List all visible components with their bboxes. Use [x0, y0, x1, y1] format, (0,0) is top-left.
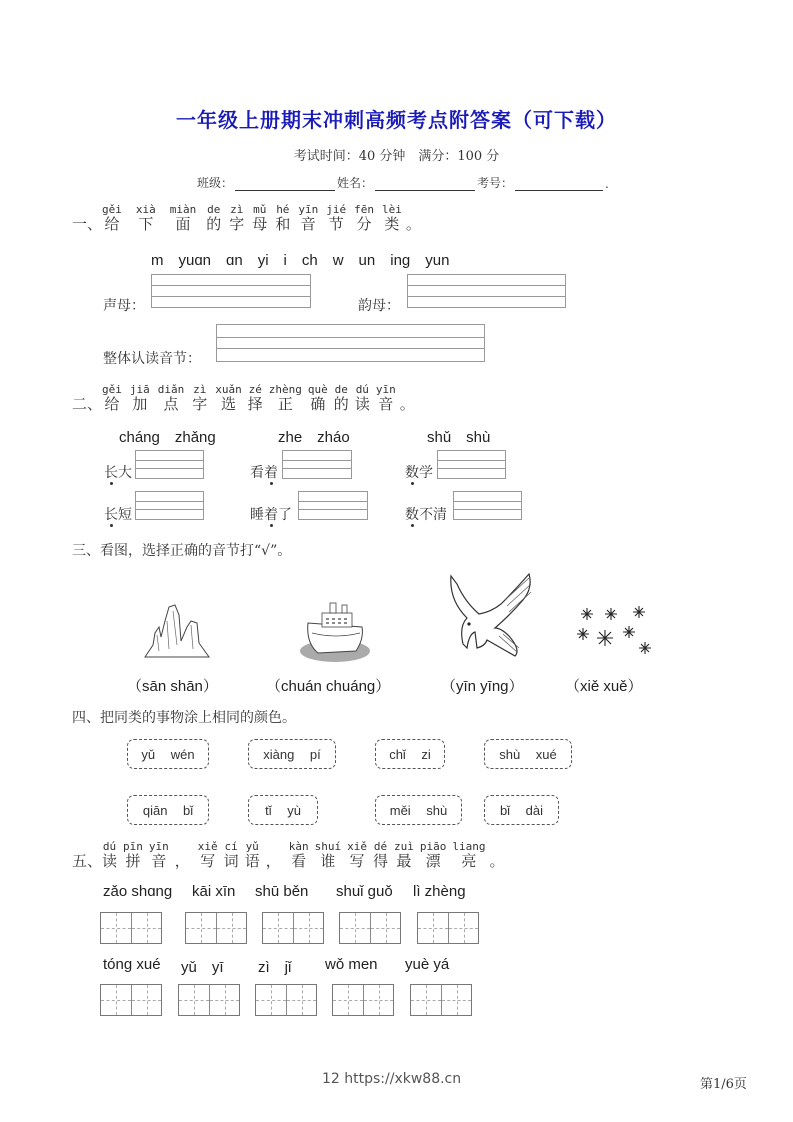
writing-grid-yuyi[interactable]: [178, 984, 240, 1016]
shengmu-answer-lines[interactable]: [151, 274, 311, 308]
pinyin-kaixin: kāi xīn: [192, 883, 236, 900]
page-number: 第1/6页: [700, 1077, 747, 1092]
word-kanzhe: 看着: [250, 465, 278, 481]
word-shubuqing: 数不清: [405, 507, 447, 523]
exam-info: 考试时间：40 分钟 满分：100 分: [293, 149, 500, 164]
q1-heading: 一、 gěi 给 xià 下 miàn 面 de 的 zì 字 mǔ 母 hé 和 yīn 音 jié 节 fēn 分 lèi 类 。: [72, 203, 421, 233]
q1-number: 一、: [72, 215, 103, 233]
snowflakes-image: [575, 602, 655, 658]
class-label: 班级：: [197, 176, 234, 190]
answer-lines-zhangda[interactable]: [135, 450, 204, 479]
option-chuan-chuang[interactable]: （chuán chuáng）: [266, 678, 391, 695]
pinyin-shuben: shū běn: [255, 883, 309, 900]
answer-lines-kanzhe[interactable]: [282, 450, 352, 479]
answer-lines-shubuqing[interactable]: [453, 491, 522, 520]
word-card-tiyu[interactable]: tǐ yù: [248, 795, 318, 825]
pinyin-yuyi: yǔ yī: [181, 959, 224, 976]
shengmu-label: 声母：: [103, 298, 145, 314]
pinyin-zaoshang: zǎo shɑng: [103, 883, 173, 900]
option-xie-xue[interactable]: （xiě xuě）: [565, 678, 643, 695]
zhengti-answer-lines[interactable]: [216, 324, 485, 362]
zhengti-label: 整体认读音节：: [103, 351, 201, 367]
word-card-bidai[interactable]: bǐ dài: [484, 795, 559, 825]
writing-grid-shuiguo[interactable]: [339, 912, 401, 944]
eagle-icon: [445, 570, 535, 662]
name-field[interactable]: [375, 178, 475, 191]
name-label: 姓名：: [337, 176, 374, 190]
writing-grid-women[interactable]: [332, 984, 394, 1016]
writing-grid-kaixin[interactable]: [185, 912, 247, 944]
word-changduan: 长短: [104, 507, 132, 523]
q5-number: 五、: [72, 852, 103, 870]
word-card-shuxue[interactable]: shù xué: [484, 739, 572, 769]
q2-number: 二、: [72, 395, 103, 413]
student-info-line: [197, 174, 609, 191]
eagle-image: [445, 570, 535, 662]
mountain-icon: [143, 601, 213, 661]
q2-options-zhe-zhao: zhe zháo: [278, 429, 350, 446]
pinyin-shuiguo: shuǐ guǒ: [336, 883, 393, 900]
footer-url[interactable]: 12 https://xkw88.cn: [322, 1071, 462, 1087]
pinyin-women: wǒ men: [325, 956, 378, 973]
exam-no-label: 考号：: [477, 176, 514, 190]
page-title: 一年级上册期末冲刺高频考点附答案（可下载）: [176, 108, 617, 132]
q5-heading: 五、 dú 读 pīn 拼 yīn 音 ， xiě 写 cí 词 yǔ 语 ， kàn 看 shuí 谁 xiě 写 dé 得 zuì 最 piāo 漂 liang 亮 。: [72, 840, 505, 870]
q1-items: m yuɑn ɑn yi i ch w un ing yun: [151, 252, 450, 269]
writing-grid-zaoshang[interactable]: [100, 912, 162, 944]
snowflake-icon: [575, 602, 655, 658]
q2-options-chang-zhang: cháng zhǎng: [119, 429, 216, 446]
pinyin-ziji: zì jǐ: [258, 959, 292, 976]
ship-icon: [298, 599, 373, 665]
writing-grid-tongxue[interactable]: [100, 984, 162, 1016]
word-zhangda: 长大: [104, 465, 132, 481]
pinyin-lizheng: lì zhèng: [413, 883, 466, 900]
ship-image: [298, 598, 373, 666]
yunmu-answer-lines[interactable]: [407, 274, 566, 308]
class-field[interactable]: [235, 178, 335, 191]
writing-grid-yueya[interactable]: [410, 984, 472, 1016]
word-shuxue: 数学: [405, 465, 433, 481]
writing-grid-ziji[interactable]: [255, 984, 317, 1016]
q4-heading: 四、把同类的事物涂上相同的颜色。: [72, 710, 296, 726]
word-shuizhaole: 睡着了: [250, 507, 292, 523]
answer-lines-shuizhaole[interactable]: [298, 491, 368, 520]
answer-lines-changduan[interactable]: [135, 491, 204, 520]
word-card-yuwen[interactable]: yǔ wén: [127, 739, 209, 769]
yunmu-label: 韵母：: [358, 298, 400, 314]
pinyin-tongxue: tóng xué: [103, 956, 161, 973]
exam-no-field[interactable]: [515, 178, 603, 191]
end-mark: .: [605, 177, 609, 191]
pinyin-yueya: yuè yá: [405, 956, 450, 973]
writing-grid-lizheng[interactable]: [417, 912, 479, 944]
mountain-image: [140, 600, 215, 662]
answer-lines-shuxue[interactable]: [437, 450, 506, 479]
option-yin-ying[interactable]: （yīn yīng）: [441, 678, 524, 695]
word-card-meishu[interactable]: měi shù: [375, 795, 462, 825]
q2-heading: 二、 gěi 给 jiā 加 diǎn 点 zì 字 xuǎn 选 zé 择 zhèng 正 què 确 de 的 dú 读 yīn 音 。: [72, 383, 415, 413]
word-card-chizi[interactable]: chǐ zi: [375, 739, 445, 769]
word-card-xiangpi[interactable]: xiàng pí: [248, 739, 336, 769]
word-card-qianbi[interactable]: qiān bǐ: [127, 795, 209, 825]
q3-heading: 三、看图，选择正确的音节打“√”。: [72, 543, 292, 559]
writing-grid-shuben[interactable]: [262, 912, 324, 944]
option-san-shan[interactable]: （sān shān）: [127, 678, 218, 695]
q2-options-shu: shǔ shù: [427, 429, 491, 446]
